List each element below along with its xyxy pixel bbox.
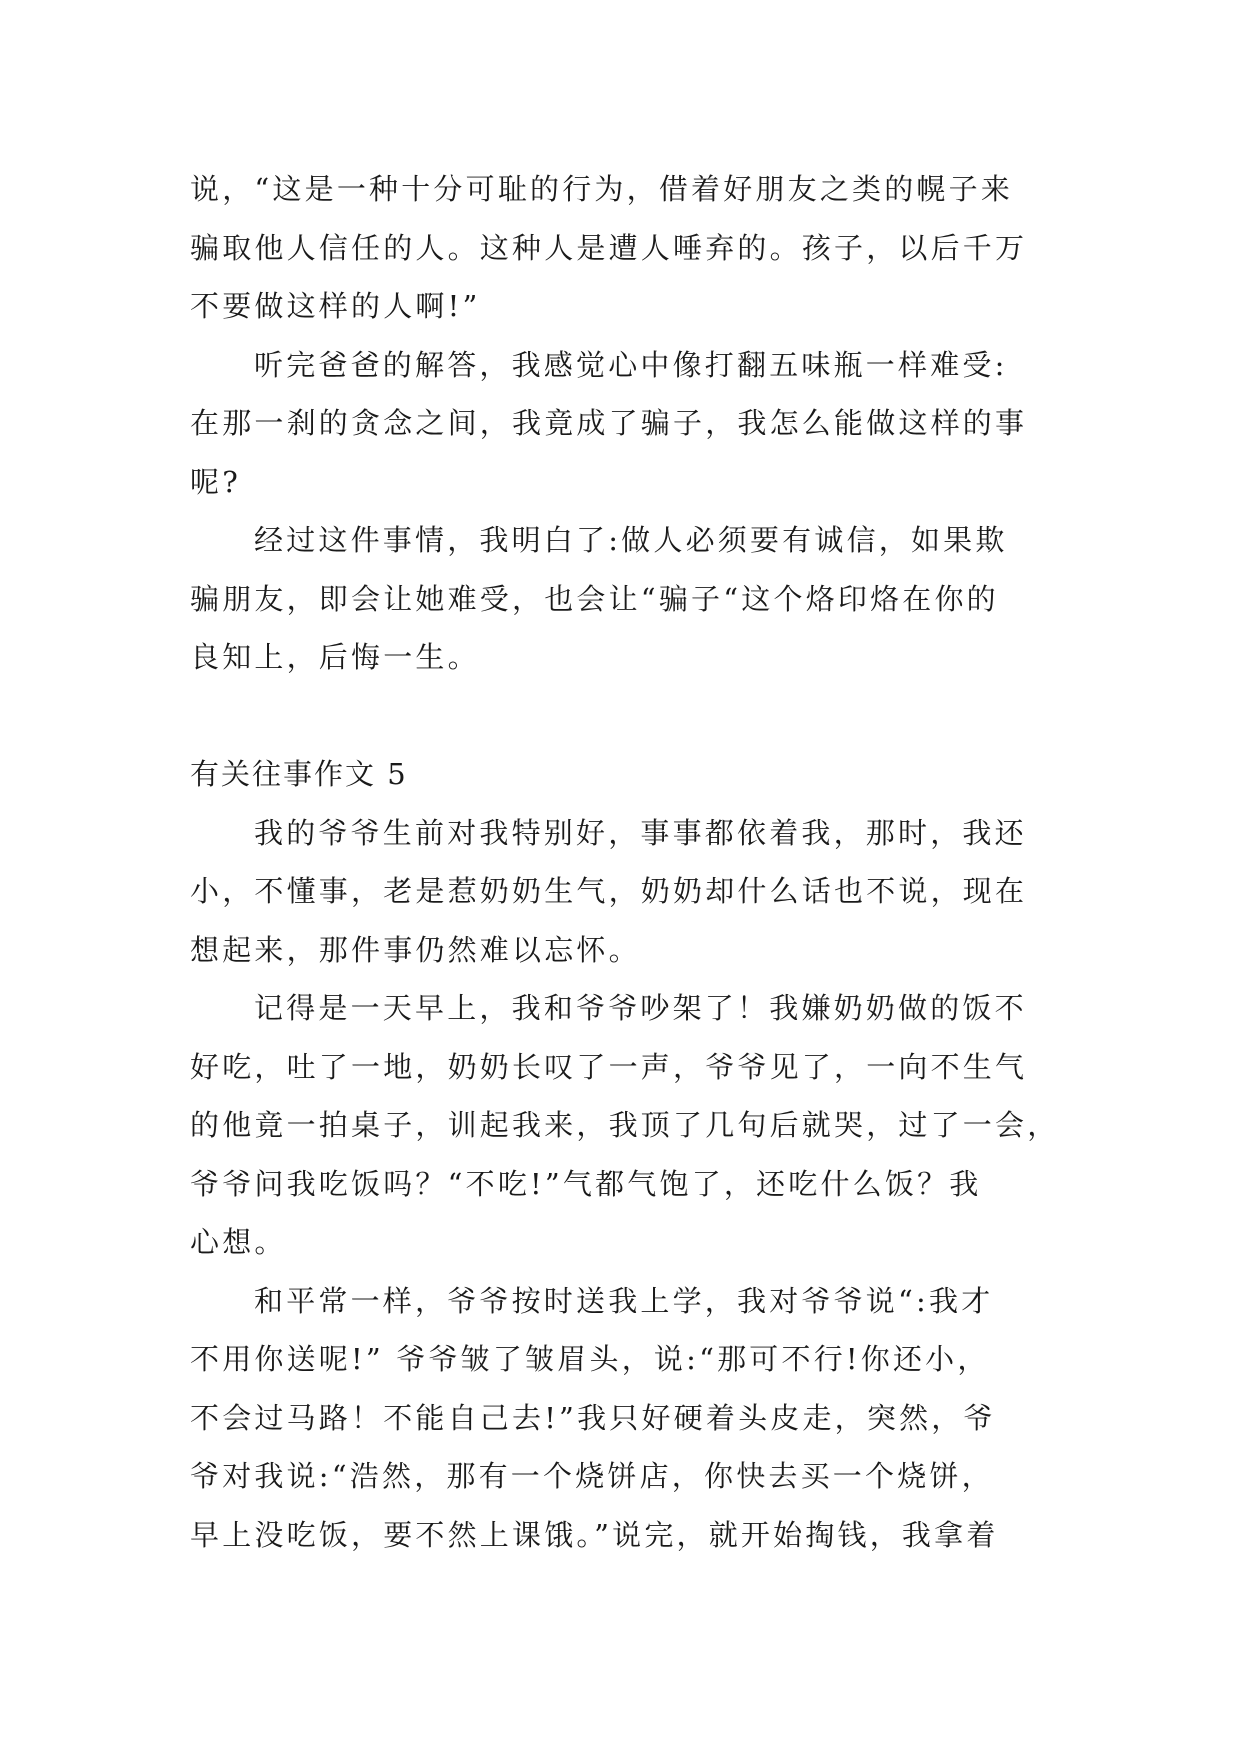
text-line: 不用你送呢!” 爷爷皱了皱眉头，说:“那可不行!你还小， bbox=[190, 1342, 990, 1376]
text-line: 早上没吃饭，要不然上课饿。”说完，就开始掏钱，我拿着 bbox=[190, 1517, 999, 1552]
text-line: 听完爸爸的解答，我感觉心中像打翻五味瓶一样难受: bbox=[254, 347, 1008, 382]
text-line: 说，“这是一种十分可耻的行为，借着好朋友之类的幌子来 bbox=[190, 172, 1014, 206]
paragraph-gap bbox=[190, 687, 1060, 746]
text-line: 不会过马路！不能自己去!”我只好硬着头皮走，突然，爷 bbox=[190, 1400, 996, 1435]
text-line: 的他竟一拍桌子，训起我来，我顶了几句后就哭，过了一会， bbox=[190, 1108, 1060, 1142]
text-line: 想起来，那件事仍然难以忘怀。 bbox=[190, 932, 641, 967]
text-line: 爷爷问我吃饭吗？“不吃!”气都气饱了，还吃什么饭？我 bbox=[190, 1166, 982, 1201]
paragraph-quarrel bbox=[190, 979, 1060, 1272]
text-line: 不要做这样的人啊!” bbox=[190, 289, 481, 323]
text-line: 经过这件事情，我明白了:做人必须要有诚信，如果欺 bbox=[254, 523, 1008, 557]
text-line: 记得是一天早上，我和爷爷吵架了！我嫌奶奶做的饭不 bbox=[254, 991, 1027, 1025]
text-line: 良知上，后悔一生。 bbox=[190, 640, 480, 674]
text-line: 好吃，吐了一地，奶奶长叹了一声，爷爷见了，一向不生气 bbox=[190, 1049, 1028, 1084]
text-line: 骗取他人信任的人。这种人是遭人唾弃的。孩子，以后千万 bbox=[190, 230, 1028, 265]
text-line: 小，不懂事，老是惹奶奶生气，奶奶却什么话也不说，现在 bbox=[190, 874, 1028, 908]
text-line: 我的爷爷生前对我特别好，事事都依着我，那时，我还 bbox=[254, 815, 1027, 850]
text-line: 骗朋友，即会让她难受，也会让“骗子“这个烙印烙在你的 bbox=[190, 581, 999, 616]
paragraph-quote bbox=[190, 160, 1060, 336]
text-line: 爷对我说:“浩然，那有一个烧饼店，你快去买一个烧饼， bbox=[190, 1459, 994, 1493]
paragraph-lesson bbox=[190, 511, 1060, 687]
section-heading: 有关往事作文 5 bbox=[190, 757, 408, 791]
paragraph-school bbox=[190, 1272, 1060, 1565]
paragraph-grandpa-intro bbox=[190, 804, 1060, 980]
document-body bbox=[190, 160, 1060, 1564]
paragraph-reflection bbox=[190, 336, 1060, 512]
text-line: 在那一刹的贪念之间，我竟成了骗子，我怎么能做这样的事 bbox=[190, 406, 1028, 440]
text-line: 和平常一样，爷爷按时送我上学，我对爷爷说“:我才 bbox=[254, 1283, 994, 1318]
text-line: 心想。 bbox=[190, 1225, 287, 1259]
text-line: 呢? bbox=[190, 464, 241, 499]
